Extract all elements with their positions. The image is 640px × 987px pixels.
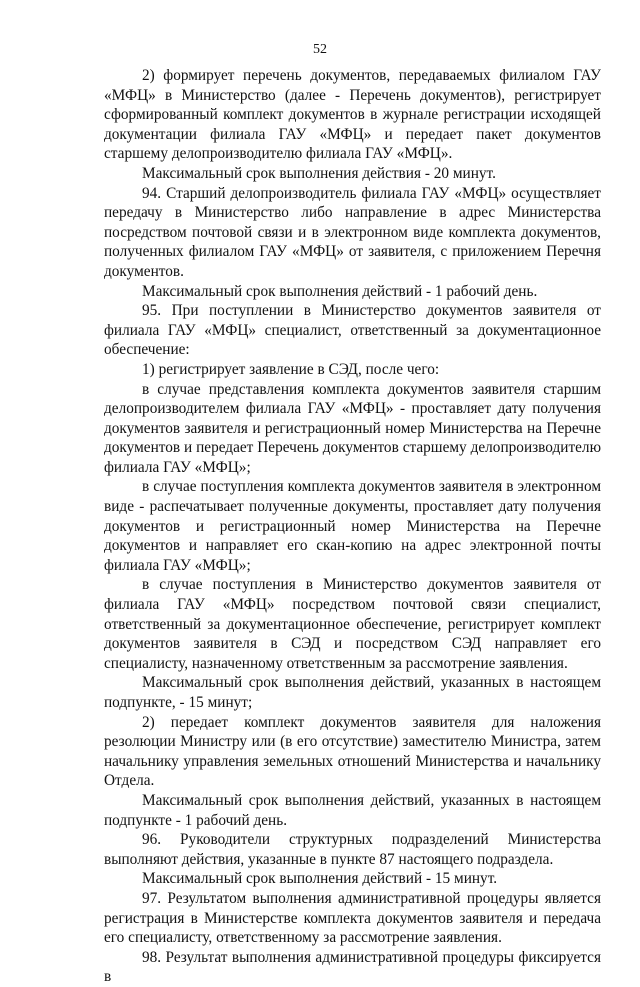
paragraph: Максимальный срок выполнения действий - 15 минут.	[142, 870, 498, 888]
paragraph: 2) формирует перечень документов, передаваемых филиалом ГАУ «МФЦ» в Министерство (далее - Перечень документов), регистрирует сформированный комплект документов в журнале регистрации исходящей документации филиала ГАУ «МФЦ» и передает пакет документов старшему делопроизводителю филиала ГАУ «МФЦ».	[104, 67, 601, 163]
paragraph: 98. Результат выполнения административной процедуры фиксируется в	[104, 948, 601, 986]
paragraph: Максимальный срок выполнения действий, указанных в настоящем подпункте, - 15 минут;	[104, 674, 601, 711]
paragraph: 1) регистрирует заявление в СЭД, после чего:	[142, 360, 440, 378]
paragraph: 97. Результатом выполнения административной процедуры является регистрация в Министерстве комплекта документов заявителя и передача его специалисту, ответственному за рассмотрение заявления.	[104, 889, 601, 947]
paragraph: Максимальный срок выполнения действий - 1 рабочий день.	[142, 282, 538, 300]
paragraph: 2) передает комплект документов заявителя для наложения резолюции Министру или (в его отсутствие) заместителю Министра, затем начальнику управления земельных отношений Министерства и начальнику Отдела.	[104, 713, 601, 790]
paragraph: в случае представления комплекта документов заявителя старшим делопроизводителем филиала ГАУ «МФЦ» - проставляет дату получения документов заявителя и регистрационный номер Министерства на Перечне документов и передает Перечень документов старшему делопроизводителю филиала ГАУ «МФЦ»;	[104, 380, 601, 476]
paragraph: 94. Старший делопроизводитель филиала ГАУ «МФЦ» осуществляет передачу в Министерство либо направление в адрес Министерства посредством почтовой связи и в электронном виде комплекта документов, полученных филиалом ГАУ «МФЦ» от заявителя, с приложением Перечня документов.	[104, 184, 601, 280]
paragraph: в случае поступления в Министерство документов заявителя от филиала ГАУ «МФЦ» посредством почтовой связи специалист, ответственный за документационное обеспечение, регистрирует комплект документов заявителя в СЭД и посредством СЭД направляет его специалисту, назначенному ответственным за рассмотрение заявления.	[104, 576, 601, 672]
paragraph: 95. При поступлении в Министерство документов заявителя от филиала ГАУ «МФЦ» специалист, ответственный за документационное обеспечение:	[104, 302, 601, 359]
paragraph: в случае поступления комплекта документов заявителя в электронном виде - распечатывает полученные документы, проставляет дату получения документов и регистрационный номер Министерства на Перечне документов и направляет его скан-копию на адрес электронной почты филиала ГАУ «МФЦ»;	[104, 478, 601, 574]
paragraph: Максимальный срок выполнения действия - 20 минут.	[142, 164, 496, 182]
page-number: 52	[313, 42, 327, 57]
paragraph: Максимальный срок выполнения действий, указанных в настоящем подпункте - 1 рабочий день.	[104, 791, 601, 829]
document-body	[104, 66, 601, 987]
paragraph: 96. Руководители структурных подразделений Министерства выполняют действия, указанные в пункте 87 настоящего подраздела.	[104, 831, 601, 868]
